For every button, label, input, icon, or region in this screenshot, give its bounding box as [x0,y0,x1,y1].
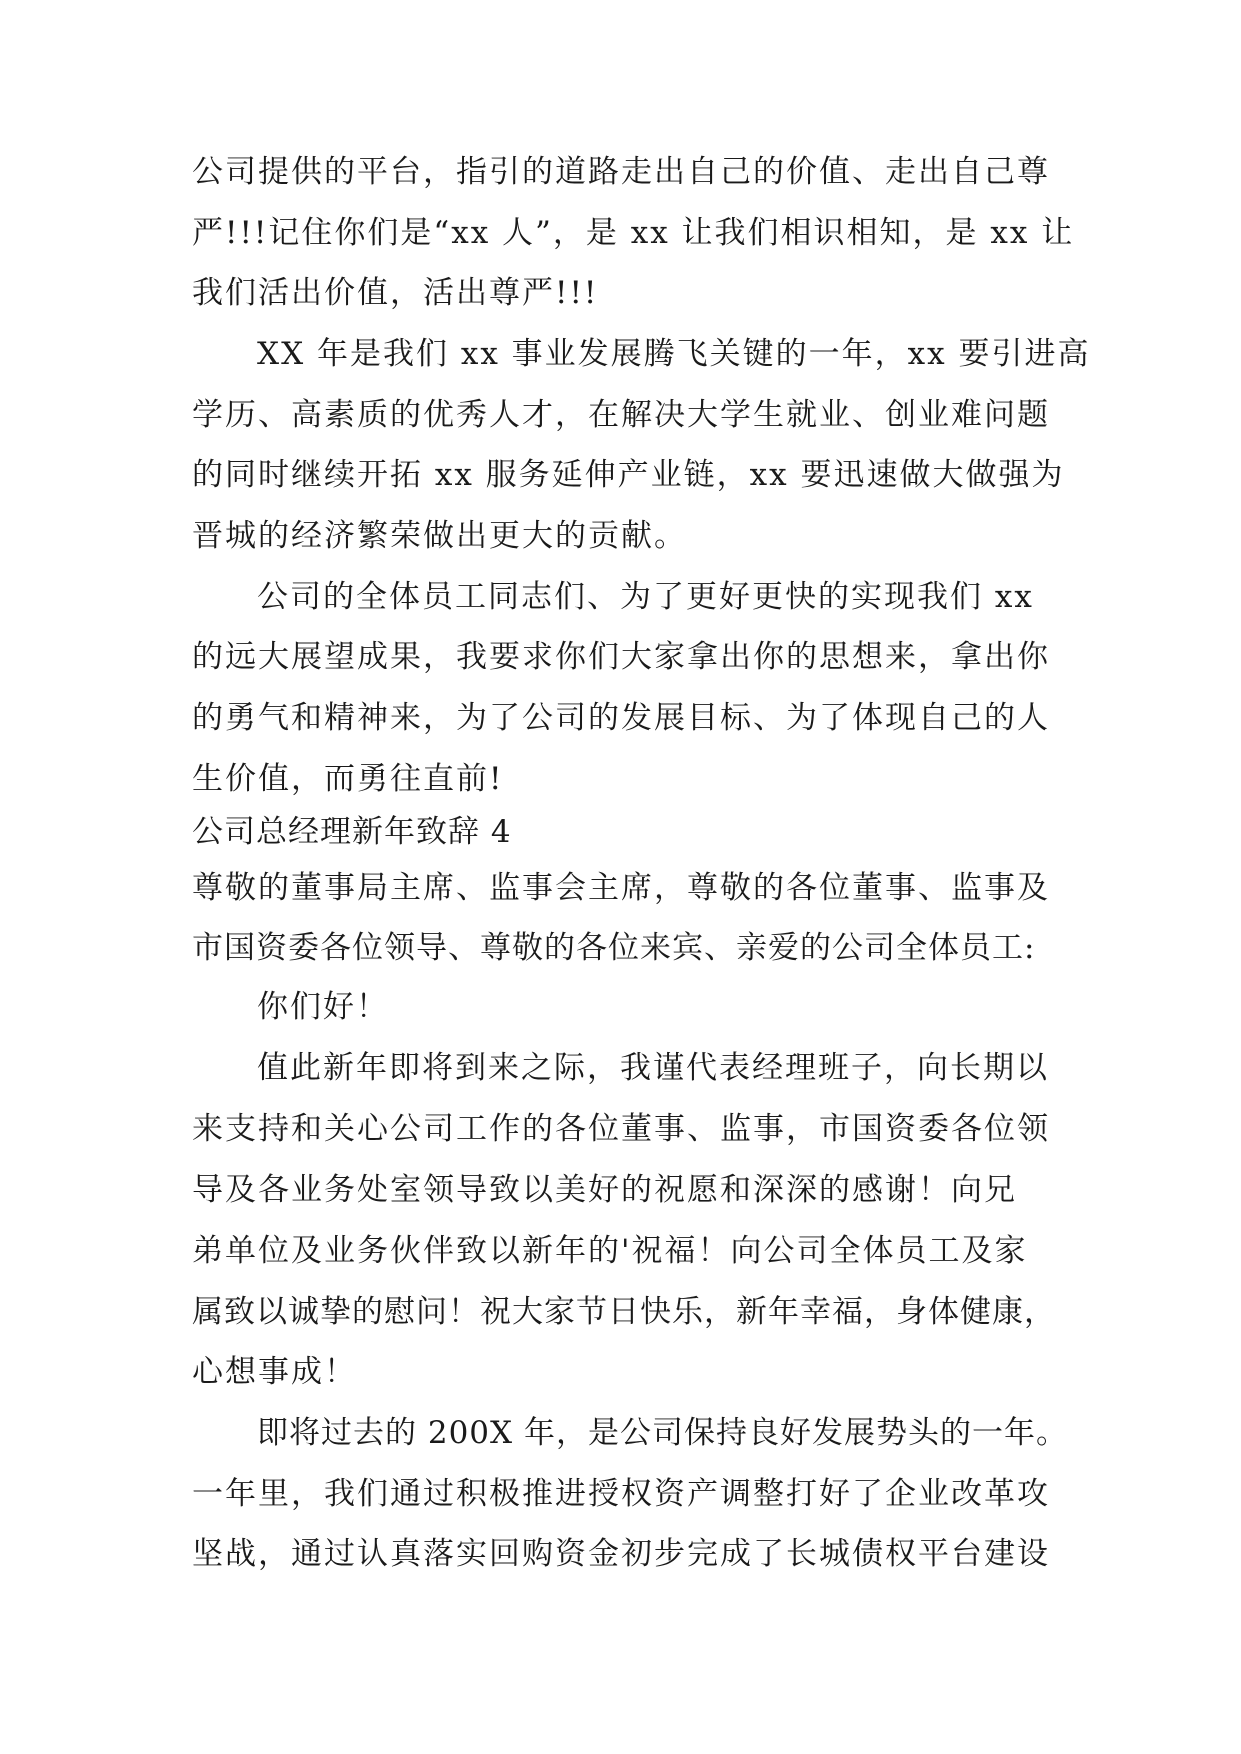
section-heading: 公司总经理新年致辞 4 [192,814,512,850]
text-line: 来支持和关心公司工作的各位董事、监事，市国资委各位领 [192,1111,1050,1147]
text-line: 弟单位及业务伙伴致以新年的'祝福！向公司全体员工及家 [192,1233,1028,1269]
salutation-line: 尊敬的董事局主席、监事会主席，尊敬的各位董事、监事及 [192,870,1050,906]
text-line: 的同时继续开拓 xx 服务延伸产业链，xx 要迅速做大做强为 [192,457,1065,493]
salutation-line: 市国资委各位领导、尊敬的各位来宾、亲爱的公司全体员工: [192,930,1036,966]
text-line: 属致以诚挚的慰问！祝大家节日快乐，新年幸福，身体健康， [192,1294,1056,1330]
paragraph-first-line: 即将过去的 200X 年，是公司保持良好发展势头的一年。 [257,1415,1068,1451]
paragraph-first-line: 值此新年即将到来之际，我谨代表经理班子，向长期以 [257,1050,1049,1086]
text-line: 的勇气和精神来，为了公司的发展目标、为了体现自己的人 [192,700,1050,736]
text-line: 严!!!记住你们是“xx 人”，是 xx 让我们相识相知，是 xx 让 [192,215,1075,251]
paragraph-first-line: 公司的全体员工同志们、为了更好更快的实现我们 xx [257,579,1034,615]
text-line: 晋城的经济繁荣做出更大的贡献。 [192,518,687,554]
text-line: 心想事成！ [192,1354,357,1390]
text-line: 导及各业务处室领导致以美好的祝愿和深深的感谢！向兄 [192,1172,1017,1208]
text-line: 我们活出价值，活出尊严!!! [192,275,599,311]
text-line: 的远大展望成果，我要求你们大家拿出你的思想来，拿出你 [192,639,1050,675]
text-line: 学历、高素质的优秀人才，在解决大学生就业、创业难问题 [192,397,1050,433]
text-line: 一年里，我们通过积极推进授权资产调整打好了企业改革攻 [192,1476,1050,1512]
text-line: 公司提供的平台，指引的道路走出自己的价值、走出自己尊 [192,154,1050,190]
text-line: 坚战，通过认真落实回购资金初步完成了长城债权平台建设 [192,1536,1050,1572]
text-line: 生价值，而勇往直前! [192,761,504,797]
greeting-line: 你们好！ [257,989,389,1025]
paragraph-first-line: XX 年是我们 xx 事业发展腾飞关键的一年，xx 要引进高 [257,336,1091,372]
